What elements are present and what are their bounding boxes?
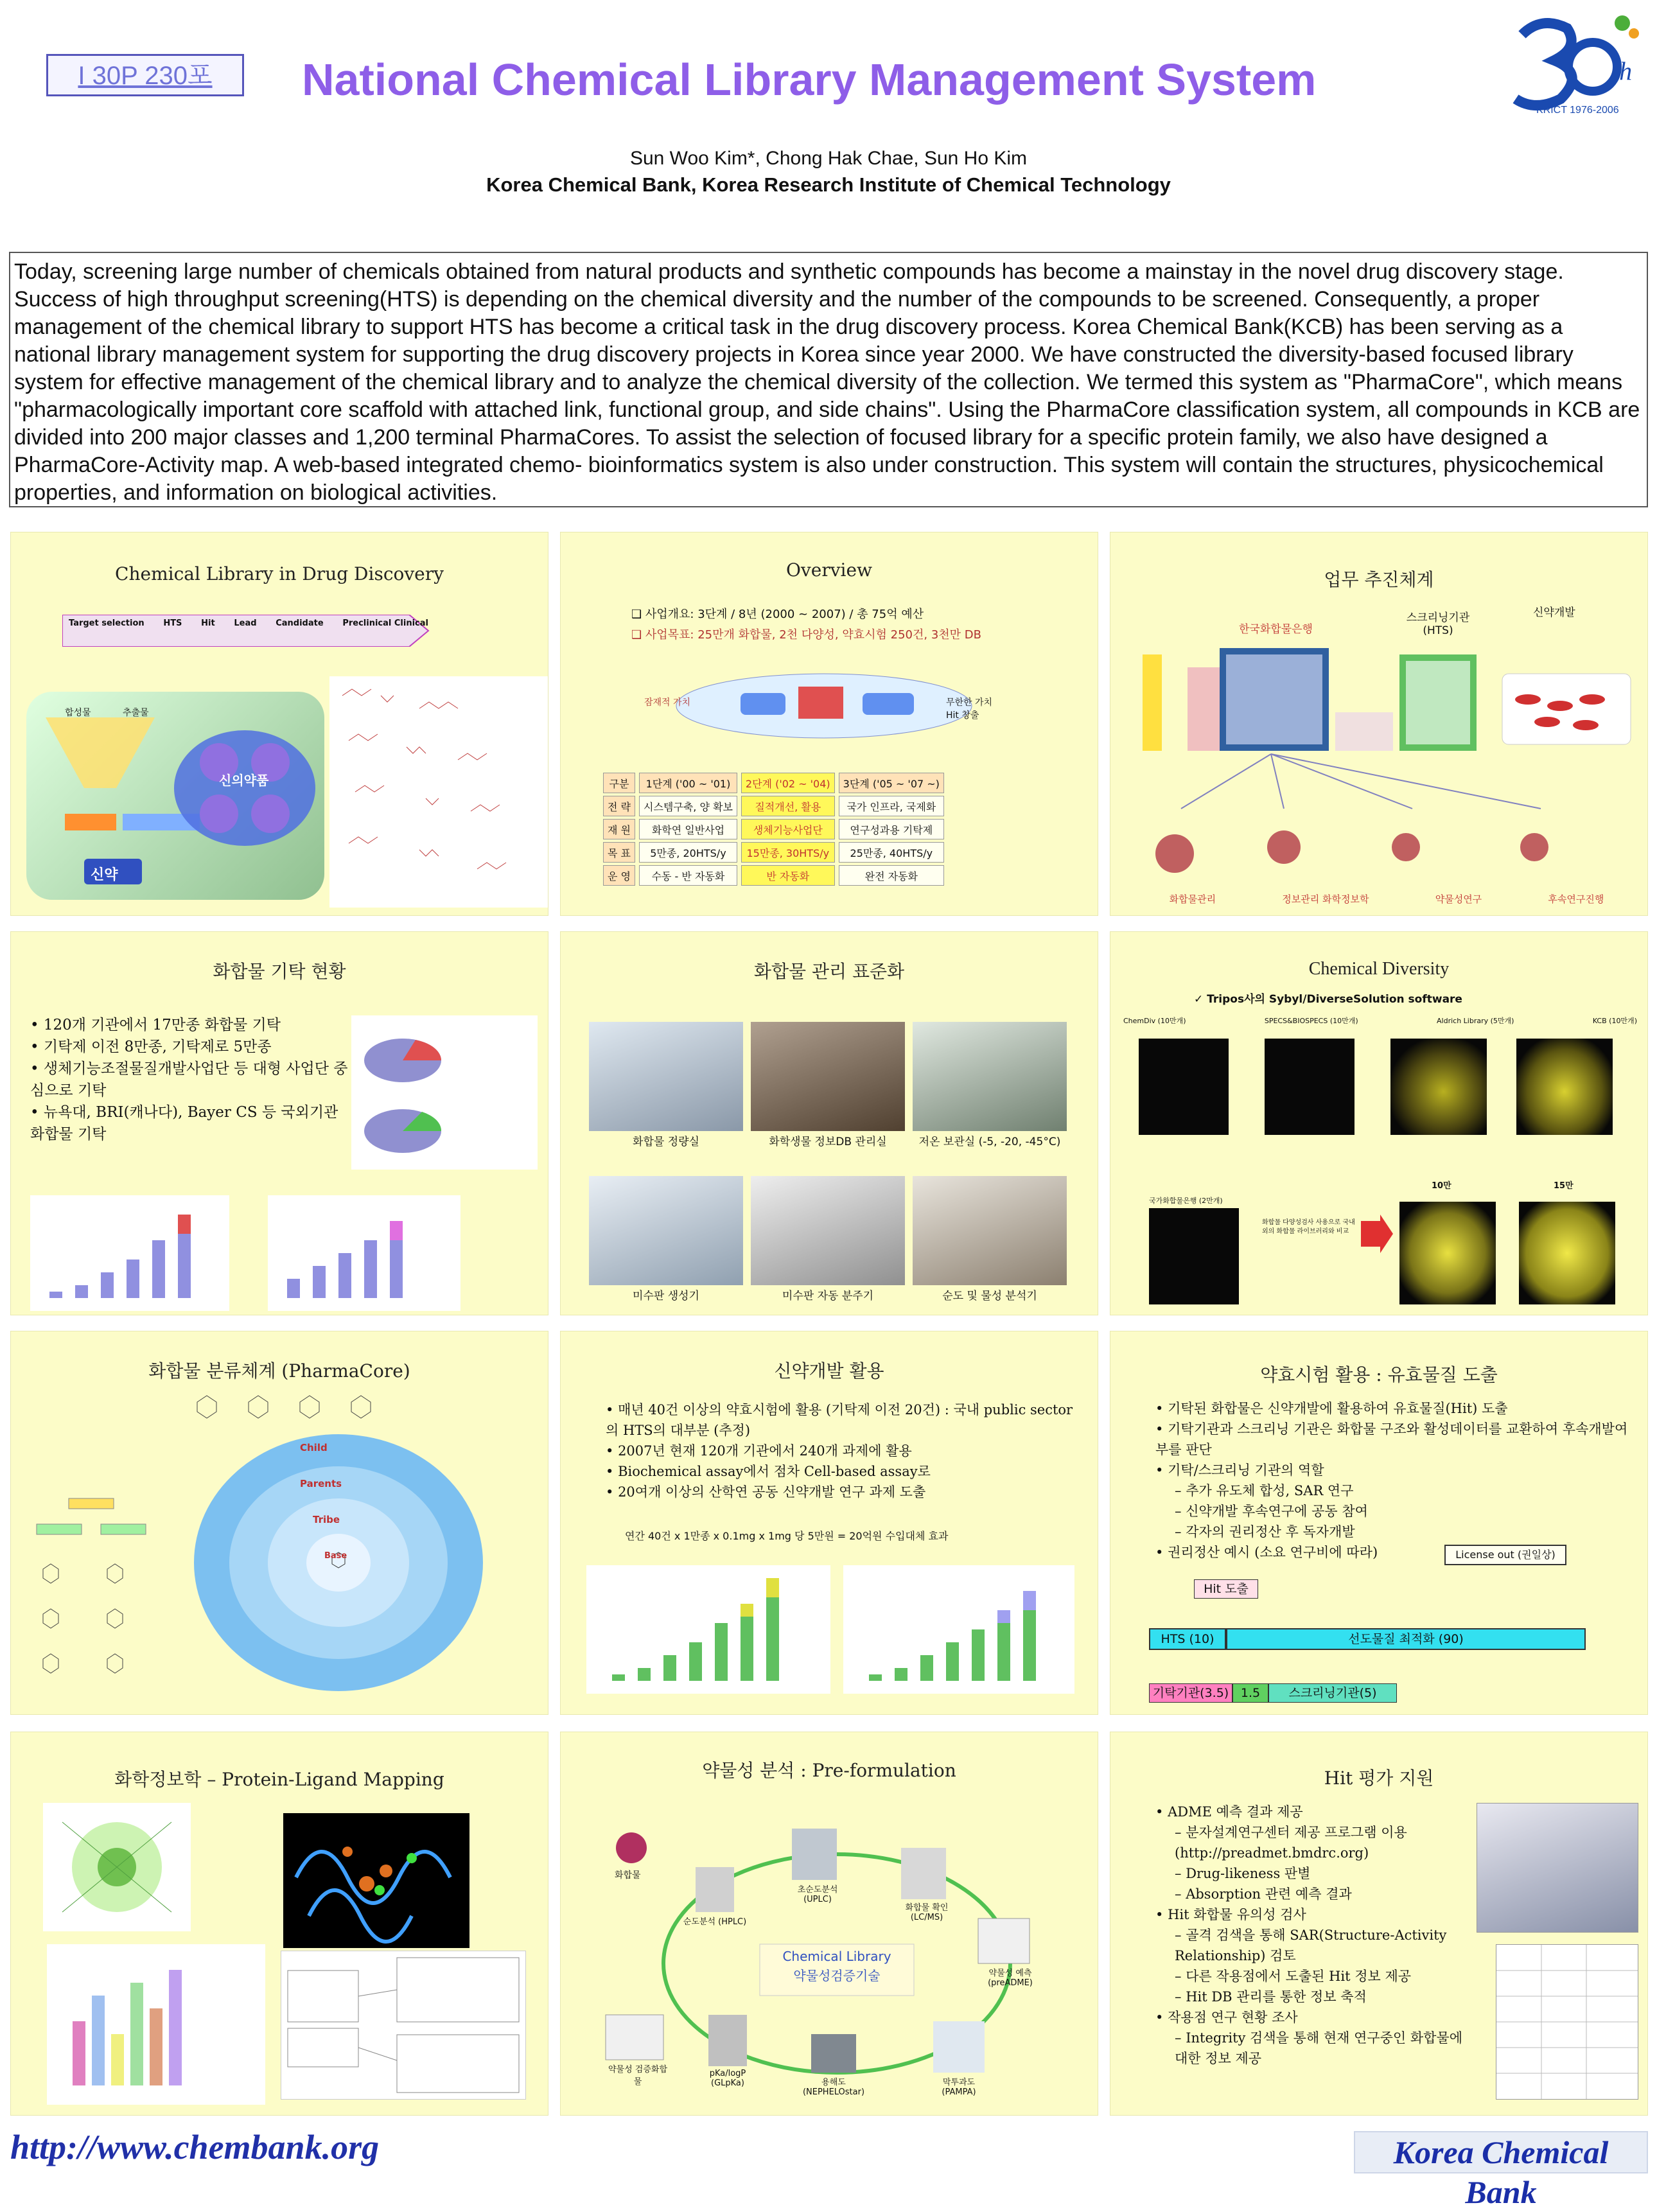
input-label: 합성물 — [65, 708, 91, 718]
hierarchy-tree — [24, 1447, 184, 1704]
deposit-bullet: • 기탁제 이전 8만종, 기탁제로 5만종 — [30, 1039, 272, 1055]
hts-bar: HTS (10) — [1149, 1628, 1226, 1650]
panel-title: Chemical Library in Drug Discovery — [115, 563, 444, 584]
bar-chart-right — [268, 1195, 460, 1311]
owner-bar: 기탁기관(3.5) — [1149, 1683, 1232, 1703]
pharmacore-rings — [191, 1428, 486, 1698]
shared-bar: 1.5 — [1232, 1683, 1268, 1703]
pipeline-step: Preclinical Clinical — [342, 619, 428, 628]
eval-sub: – Absorption 관련 예측 결과 — [1175, 1886, 1352, 1902]
hit-bullet: • 권리정산 예시 (소요 연구비에 따라) — [1155, 1545, 1378, 1560]
eval-bullet: • 작용점 연구 현황 조사 — [1155, 2010, 1298, 2025]
workflow-label: 한국화합물은행 — [1239, 623, 1313, 636]
table-header: 3단계 ('05 ~ '07 ~) — [839, 773, 944, 793]
organization-badge: Korea Chemical Bank — [1354, 2131, 1648, 2173]
photo-caption: 화학생물 정보DB 관리실 — [769, 1136, 887, 1148]
deposit-bullet: • 120개 기관에서 17만종 화합물 기탁 — [30, 1017, 281, 1033]
pipeline-step: HTS — [163, 619, 182, 628]
overview-diagram — [644, 667, 1004, 744]
photo-cold-storage — [913, 1022, 1067, 1131]
panel-title: 업무 추진체계 — [1324, 569, 1434, 590]
eval-sub: – Hit DB 관리를 통한 정보 축적 — [1175, 1989, 1367, 2005]
panel-deposit-status — [10, 931, 548, 1315]
table-header: 구분 — [603, 773, 635, 793]
panel-workflow — [1110, 532, 1648, 916]
hit-box: Hit 도출 — [1194, 1579, 1258, 1599]
hit-sub-bullet: – 신약개발 후속연구에 공동 참여 — [1175, 1504, 1368, 1519]
table-cell: 질적개선, 활용 — [741, 796, 835, 816]
input-label: 추출물 — [123, 708, 149, 718]
diversity-plot — [1390, 1039, 1487, 1135]
cycle-node: 화합물 확인 (LC/MS) — [905, 1903, 949, 1922]
photo-caption: 미수판 자동 분주기 — [782, 1290, 874, 1303]
krict-30th-logo — [1496, 9, 1648, 118]
diagram-label: 무한한 가치 Hit 창출 — [946, 698, 993, 721]
table-cell: 수동 - 반 자동화 — [639, 865, 737, 886]
photo-db-room — [751, 1022, 905, 1131]
panel-standardization — [560, 931, 1098, 1315]
panel-pharmacore — [10, 1331, 548, 1715]
ring-label: Child — [300, 1442, 328, 1453]
table-cell: 목 표 — [603, 842, 635, 863]
photo-lab — [589, 1022, 743, 1131]
pie-charts — [351, 1015, 538, 1170]
diagram-label: 잠재적 가치 — [644, 698, 691, 708]
diversity-label: Aldrich Library (5만개) — [1437, 1017, 1514, 1025]
cost-calculation: 연간 40건 x 1만종 x 0.1mg x 1mg 당 5만원 = 20억원 수입대체 효과 — [625, 1530, 949, 1542]
table-cell: 반 자동화 — [741, 865, 835, 886]
cycle-node: 용해도 (NEPHELOstar) — [802, 2078, 865, 2097]
structure-sheet — [329, 676, 548, 908]
hit-sub-bullet: – 각자의 권리정산 후 독자개발 — [1175, 1524, 1355, 1540]
panel-title: 신약개발 활용 — [774, 1360, 884, 1382]
panel-title: 약효시험 활용 : 유효물질 도출 — [1260, 1364, 1498, 1385]
panel-title: 약물성 분석 : Pre-formulation — [702, 1760, 956, 1781]
panel-chemoinformatics — [10, 1732, 548, 2116]
deposit-bullet: • 생체기능조절물질개발사업단 등 대형 사업단 중심으로 기탁 — [30, 1060, 348, 1099]
affiliation: Korea Chemical Bank, Korea Research Institute of Chemical Technology — [486, 173, 1171, 196]
ring-label: Parents — [300, 1478, 342, 1489]
center-label: 약물성검증기술 — [793, 1968, 881, 1983]
workflow-bottom-label: 후속연구진행 — [1548, 893, 1604, 905]
panel-hit-evaluation — [1110, 1732, 1648, 2116]
protein-structure — [283, 1813, 469, 1948]
diversity-plot — [1399, 1202, 1496, 1304]
eval-sub: – Integrity 검색을 통해 현재 연구중인 화합물에 대한 정보 제공 — [1175, 2030, 1463, 2066]
table-cell: 25만종, 40HTS/y — [839, 842, 944, 863]
poster-code-link[interactable]: I 30P 230포 — [46, 54, 244, 96]
pipeline-arrow — [62, 615, 428, 647]
panel-hit-derivation — [1110, 1331, 1648, 1715]
eval-bullet: • ADME 예측 결과 제공 — [1155, 1804, 1303, 1820]
photo-caption: 저온 보관실 (-5, -20, -45°C) — [918, 1136, 1061, 1148]
table-cell: 시스템구축, 양 확보 — [639, 796, 737, 816]
panel-title: Chemical Diversity — [1308, 959, 1450, 979]
workflow-bottom-label: 화합물관리 — [1169, 893, 1216, 905]
cycle-node: 약물성 검증화합물 — [608, 2065, 668, 2087]
panel-overview — [560, 532, 1098, 916]
preformulation-cycle — [599, 1829, 1074, 2098]
panel-title: Overview — [785, 559, 873, 581]
scaffold-structures — [184, 1383, 403, 1421]
table-cell: 국가 인프라, 국제화 — [839, 796, 944, 816]
overview-table — [599, 770, 948, 888]
arrow-label: 10만 — [1432, 1181, 1451, 1191]
overview-bullet: ❑ 사업목표: 25만개 화합물, 2천 다양성, 약효시험 250건, 3천만 DB — [631, 628, 981, 642]
dev-bullet: • 매년 40건 이상의 약효시험에 활용 (기탁제 이전 20건) : 국내 public sector의 HTS의 대부분 (추정) — [606, 1402, 1073, 1438]
table-cell: 5만종, 20HTS/y — [639, 842, 737, 863]
diversity-plot — [1149, 1208, 1239, 1304]
logo-sup: th — [1612, 57, 1633, 85]
eval-sub: – Drug-likeness 판별 — [1175, 1866, 1311, 1881]
workflow-people — [1136, 821, 1637, 892]
workflow-graphic — [1143, 629, 1644, 821]
diversity-label: SPECS&BIOSPECS (10만개) — [1264, 1017, 1358, 1025]
panel-diversity — [1110, 931, 1648, 1315]
photo-caption: 화합물 정량실 — [633, 1136, 699, 1148]
table-header: 2단계 ('02 ~ '04) — [741, 773, 835, 793]
table-cell: 재 원 — [603, 819, 635, 839]
cycle-node: 약물성 예측 (preADME) — [988, 1969, 1033, 1988]
diversity-label: 국가화합물은행 (2만개) — [1149, 1197, 1223, 1205]
cycle-node: 초순도분석 (UPLC) — [797, 1885, 838, 1904]
table-cell: 15만종, 30HTS/y — [741, 842, 835, 863]
bar-chart-left — [30, 1195, 229, 1311]
discovery-diagram — [26, 692, 324, 900]
pipeline-step: Lead — [234, 619, 257, 628]
cycle-node: 화합물 — [615, 1870, 641, 1881]
center-label: Chemical Library — [782, 1949, 891, 1964]
screening-bar: 스크리닝기관(5) — [1268, 1683, 1397, 1703]
panel-drug-development — [560, 1331, 1098, 1715]
poster-title: National Chemical Library Management System — [302, 55, 1317, 105]
table-cell: 전 략 — [603, 796, 635, 816]
workflow-label: 스크리닝기관 (HTS) — [1406, 611, 1470, 637]
arrow-label: 15만 — [1554, 1181, 1574, 1191]
panel-title: 화학정보학 – Protein-Ligand Mapping — [114, 1769, 444, 1790]
chart-right — [843, 1565, 1074, 1694]
workflow-bottom-label: 약물성연구 — [1435, 893, 1482, 905]
panel-title: Hit 평가 지원 — [1324, 1768, 1434, 1789]
eval-sub: – 분자설계연구센터 제공 프로그램 이용 (http://preadmet.bmdrc.org) — [1175, 1825, 1407, 1861]
photo-dispenser — [751, 1176, 905, 1285]
table-cell: 생체기능사업단 — [741, 819, 835, 839]
photo-analyzer — [913, 1176, 1067, 1285]
table-cell: 운 영 — [603, 865, 635, 886]
photo-caption: 순도 및 물성 분석기 — [942, 1290, 1037, 1303]
table-cell: 화학연 일반사업 — [639, 819, 737, 839]
preadmet-screenshot — [1477, 1803, 1638, 1933]
photo-caption: 미수판 생성기 — [633, 1290, 699, 1303]
arrow-icon — [1361, 1215, 1393, 1253]
eval-sub: – 다른 작용점에서 도출된 Hit 정보 제공 — [1175, 1969, 1412, 1984]
website-link[interactable]: http://www.chembank.org — [10, 2128, 380, 2166]
logo-caption: KRICT 1976-2006 — [1536, 105, 1619, 116]
table-cell: 완전 자동화 — [839, 865, 944, 886]
diversity-plot — [1265, 1039, 1355, 1135]
pipeline-step: Target selection — [69, 619, 145, 628]
pipeline-step: Hit — [201, 619, 215, 628]
panel-chemical-library — [10, 532, 548, 916]
diversity-note: 화합물 다양성검사 사용으로 국내외의 화합물 라이브러리와 비교 — [1262, 1219, 1355, 1235]
panel-title: 화합물 관리 표준화 — [753, 961, 905, 982]
hit-bullet: • 기탁된 화합물은 신약개발에 활용하여 유효물질(Hit) 도출 — [1155, 1401, 1508, 1416]
dev-bullet: • 2007년 현재 120개 기관에서 240개 과제에 활용 — [606, 1443, 912, 1459]
dev-bullet: • 20여개 이상의 산학연 공동 신약개발 연구 과제 도출 — [606, 1484, 926, 1500]
abstract: Today, screening large number of chemicals obtained from natural products and synthetic compounds has become a mainstay in the novel drug discovery stage. Success of high throughput screening(HTS) is depending on the chemical diversity and the number of the compounds to be screened. Consequently, a proper management of the chemical library to support HTS has become a critical task in the drug discovery process. Korea Chemical Bank(KCB) has been serving as a national library management system for supporting the drug discovery projects in Korea since year 2000. We have constructed the diversity-based focused library system for effective management of the chemical library and to analyze the chemical diversity of the collection. We termed this system as "PharmaCore", which means "pharmacologically important core scaffold with attached link, functional group, and side chains". Using the PharmaCore classification system, all compounds in KCB are divided into 200 major classes and 1,200 terminal PharmaCores. To assist the selection of focused library for a specific protein family, we also have designed a PharmaCore-Activity map. A web-based integrated chemo- bioinformatics system is also under construction. This system will contain the structures, physicochemical properties, and information on biological activities. — [9, 252, 1648, 507]
cycle-node: 순도분석 (HPLC) — [683, 1917, 747, 1927]
dev-bullet: • Biochemical assay에서 점차 Cell-based assay로 — [606, 1464, 931, 1479]
chart-left — [586, 1565, 830, 1694]
workflow-bottom-label: 정보관리 화학정보학 — [1282, 893, 1369, 905]
cycle-node: 막투과도 (PAMPA) — [942, 2078, 976, 2097]
sar-table-screenshot — [1496, 1944, 1638, 2100]
ring-label: Base — [324, 1551, 347, 1561]
diversity-label: KCB (10만개) — [1592, 1017, 1637, 1025]
overview-bullet: ❑ 사업개요: 3단계 / 8년 (2000 ~ 2007) / 총 75억 예산 — [631, 608, 924, 621]
eval-bullet: • Hit 화합물 유의성 검사 — [1155, 1907, 1306, 1922]
panel-preformulation — [560, 1732, 1098, 2116]
diversity-plot — [1516, 1039, 1613, 1135]
diversity-plot — [1139, 1039, 1229, 1135]
pipeline-step: Candidate — [276, 619, 324, 628]
activity-3d-chart — [47, 1944, 265, 2105]
diversity-label: ChemDiv (10만개) — [1123, 1017, 1186, 1025]
table-cell: 연구성과용 기탁제 — [839, 819, 944, 839]
network-graph — [43, 1803, 191, 1931]
table-header: 1단계 ('00 ~ '01) — [639, 773, 737, 793]
hub-label: 신의약품 — [219, 773, 269, 788]
photo-microplate — [589, 1176, 743, 1285]
hit-bullet: • 기탁기관과 스크리닝 기관은 화합물 구조와 활성데이터를 교환하여 후속개발여부를 판단 — [1155, 1421, 1628, 1457]
ring-label: Tribe — [313, 1514, 340, 1525]
lead-optimization-bar: 선도물질 최적화 (90) — [1226, 1628, 1586, 1650]
workflow-label: 신약개발 — [1533, 606, 1575, 619]
cycle-node: pKa/logP (GLpKa) — [709, 2069, 746, 2088]
diversity-plot — [1519, 1202, 1615, 1304]
eval-sub: – 골격 검색을 통해 SAR(Structure-Activity Relationship) 검토 — [1175, 1927, 1447, 1963]
deposit-bullet: • 뉴욕대, BRI(캐나다), Bayer CS 등 국외기관 화합물 기탁 — [30, 1104, 338, 1143]
authors: Sun Woo Kim*, Chong Hak Chae, Sun Ho Kim — [629, 148, 1028, 169]
new-drug-label: 신약 — [91, 867, 118, 883]
hit-sub-bullet: – 추가 유도체 합성, SAR 연구 — [1175, 1483, 1354, 1498]
panel-title: 화합물 분류체계 (PharmaCore) — [148, 1360, 410, 1382]
ligand-target-schema — [281, 1951, 526, 2100]
panel-title: 화합물 기탁 현황 — [213, 961, 346, 982]
hit-bullet: • 기탁/스크리닝 기관의 역할 — [1155, 1462, 1324, 1478]
diversity-subtitle: ✓ Tripos사의 Sybyl/DiverseSolution software — [1194, 993, 1462, 1006]
license-out-box: License out (권일상) — [1444, 1545, 1566, 1565]
